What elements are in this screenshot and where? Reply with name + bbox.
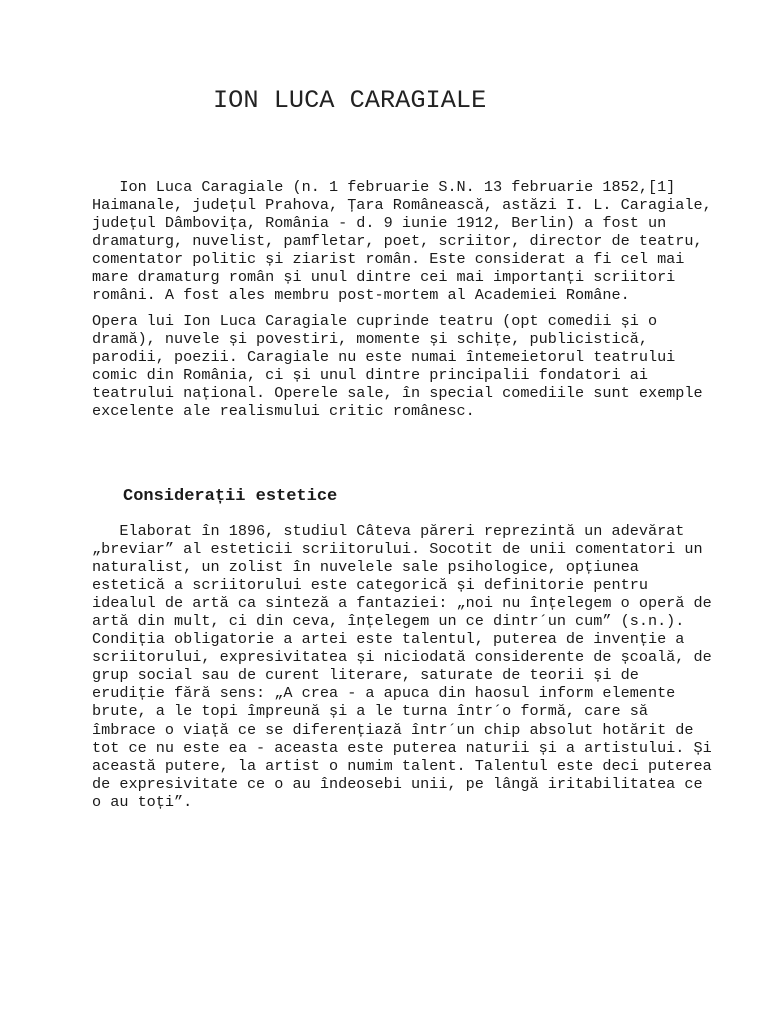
intro-paragraph: [92, 178, 712, 304]
text-line: îmbrace o viață ce se diferențiază într´un chip absolut hotărit de: [92, 720, 694, 739]
text-line: excelente ale realismului critic românesc.: [92, 402, 475, 421]
text-line: o au toți”.: [92, 792, 193, 811]
works-paragraph: [92, 312, 703, 420]
text-line: parodii, poezii. Caragiale nu este numai întemeietorul teatrului: [92, 348, 676, 367]
text-line: estetică a scriitorului este categorică și definitorie pentru: [92, 576, 648, 595]
text-line: brute, a le topi împreună și a le turna într´o formă, care să: [92, 702, 648, 721]
text-line: comentator politic și ziarist român. Este considerat a fi cel mai: [92, 250, 685, 269]
text-line: „breviar” al esteticii scriitorului. Socotit de unii comentatori un: [92, 540, 703, 559]
text-line: Opera lui Ion Luca Caragiale cuprinde teatru (opt comedii și o: [92, 312, 658, 330]
text-line: români. A fost ales membru post-mortem al Academiei Române.: [92, 286, 630, 305]
text-line: dramă), nuvele și povestiri, momente și schițe, publicistică,: [92, 330, 648, 349]
text-line: Elaborat în 1896, studiul Câteva păreri reprezintă un adevărat: [92, 522, 685, 540]
text-line: idealul de artă ca sinteză a fantaziei: „noi nu înțelegem o operă de: [92, 594, 712, 613]
text-line: Condiția obligatorie a artei este talentul, puterea de invenție a: [92, 630, 685, 649]
text-line: Ion Luca Caragiale (n. 1 februarie S.N. 13 februarie 1852,[1]: [92, 178, 676, 196]
text-line: această putere, la artist o numim talent. Talentul este deci puterea: [92, 756, 712, 775]
text-line: comic din România, ci și unul dintre principalii fondatori ai: [92, 366, 648, 385]
text-line: Haimanale, județul Prahova, Țara Românească, astăzi I. L. Caragiale,: [92, 196, 712, 215]
aesthetics-paragraph: [92, 522, 712, 811]
text-line: mare dramaturg român și unul dintre cei mai importanți scriitori: [92, 268, 676, 287]
text-line: grup social sau de curent literare, saturate de teorii și de: [92, 666, 639, 685]
text-line: teatrului național. Operele sale, în special comediile sunt exemple: [92, 384, 703, 403]
section-heading: Considerații estetice: [123, 487, 338, 506]
text-line: scriitorului, expresivitatea și niciodată considerente de școală, de: [92, 648, 712, 667]
document-title: ION LUCA CARAGIALE: [213, 86, 487, 115]
text-line: tot ce nu este ea - aceasta este puterea naturii și a artistului. Și: [92, 738, 712, 757]
text-line: dramaturg, nuvelist, pamfletar, poet, scriitor, director de teatru,: [92, 232, 703, 251]
text-line: județul Dâmbovița, România - d. 9 iunie 1912, Berlin) a fost un: [92, 214, 667, 233]
text-line: de expresivitate ce o au îndeosebi unii, pe lângă iritabilitatea ce: [92, 774, 703, 793]
text-line: erudiție fără sens: „A crea - a apuca din haosul inform elemente: [92, 684, 676, 703]
text-line: naturalist, un zolist în nuvelele sale psihologice, opțiunea: [92, 558, 639, 577]
text-line: artă din mult, ci din ceva, înțelegem un ce dintr´un cum” (s.n.).: [92, 612, 685, 631]
